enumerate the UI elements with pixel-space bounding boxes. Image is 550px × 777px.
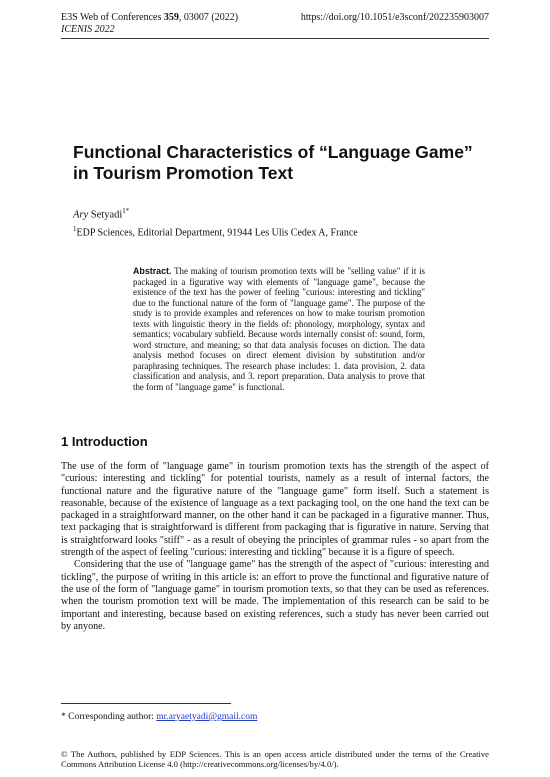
author-first-name: Ary — [73, 209, 89, 221]
author-marker: 1* — [122, 207, 130, 215]
affiliation-line — [73, 223, 358, 239]
author-line — [73, 205, 129, 222]
abstract-text: The making of tourism promotion texts will be "selling value" if it is packaged in a figurative way with elements of "language game", because the existence of the text has the power of feeling "curious: interesting and tickling" due to the functional nature of the form of "language game". The purpose of the study is to provide examples and references on how to make tourism promotion texts with linguistic theory in the fields of: phonology, morphology, syntax and semantics; vocabulary subfield. Because words internally consist of: sound, form, word structure, and meaning; so that data analysis focuses on diction. The data analysis method focuses on direct element division by substitution and/or paraphrasing techniques. The research phase includes: 1. data provision, 2. data classification and analysis, and 3. report preparation. Data analysis to prove that the form of "language game" is functional. — [133, 266, 426, 392]
paragraph-2: Considering that the use of "language game" has the strength of the aspect of "curious: interesting and tickling", the purpose of writing in this article is: an effort to prove the functional and figurative nature of the use of the form of "language game" in tourism promotion texts, so that they can be used as references. when the tourism promotion text will be made. The implementation of this research can be said to be important and interesting, because based on existing references, such a study has never been carried out by anyone. — [61, 559, 489, 632]
paper-title: Functional Characteristics of “Language Game” in Tourism Promotion Text — [73, 142, 473, 183]
journal-name: E3S Web of Conferences — [61, 12, 162, 23]
footnote — [61, 712, 257, 723]
doi-link[interactable]: https://doi.org/10.1051/e3sconf/202235903007 — [300, 12, 489, 23]
article-number: , 03007 (2022) — [178, 12, 239, 23]
footnote-divider — [61, 703, 231, 704]
volume-number: 359 — [163, 12, 179, 23]
conference-name: ICENIS 2022 — [61, 24, 115, 35]
affiliation-text: EDP Sciences, Editorial Department, 91944 Les Ulis Cedex A, France — [76, 227, 358, 239]
running-header — [61, 12, 238, 36]
section-heading: 1 Introduction — [61, 434, 148, 449]
author-last-name: Setyadi — [90, 209, 123, 221]
header-divider — [61, 38, 489, 39]
license-notice: © The Authors, published by EDP Sciences. This is an open access article distributed under the terms of the Creative Commons Attribution License 4.0 (http://creativecommons.org/licenses/by/4.0/). — [61, 749, 489, 769]
paragraph-1: The use of the form of "language game" in tourism promotion texts has the strength of the aspect of "curious: interesting and tickling" for potential tourists, namely as a result of internal factors, the functional nature and the figurative nature of the "language game" form itself. Such a statement is reasonable, because of the existence of language as a text packaging tool, on the one hand the text can be packaged in a straightforward manner, on the other hand it can be packaged in a figurative manner. Thus, text packaging that is straightforward is different from packaging that is figurative in nature. Serving that is straightforward looks "stiff" - as a result of obeying the principles of grammar rules - so apart from the strength of the aspect of feeling "curious: interesting and tickling" because it is a figure of speech. — [61, 461, 489, 559]
abstract — [133, 266, 425, 392]
section-body — [61, 461, 489, 633]
abstract-label: Abstract. — [133, 266, 172, 276]
footnote-label: * Corresponding author: — [61, 712, 154, 722]
affiliation-marker: 1 — [73, 225, 77, 233]
author-email-link[interactable]: mr.aryaetyadi@gmail.com — [156, 712, 258, 722]
